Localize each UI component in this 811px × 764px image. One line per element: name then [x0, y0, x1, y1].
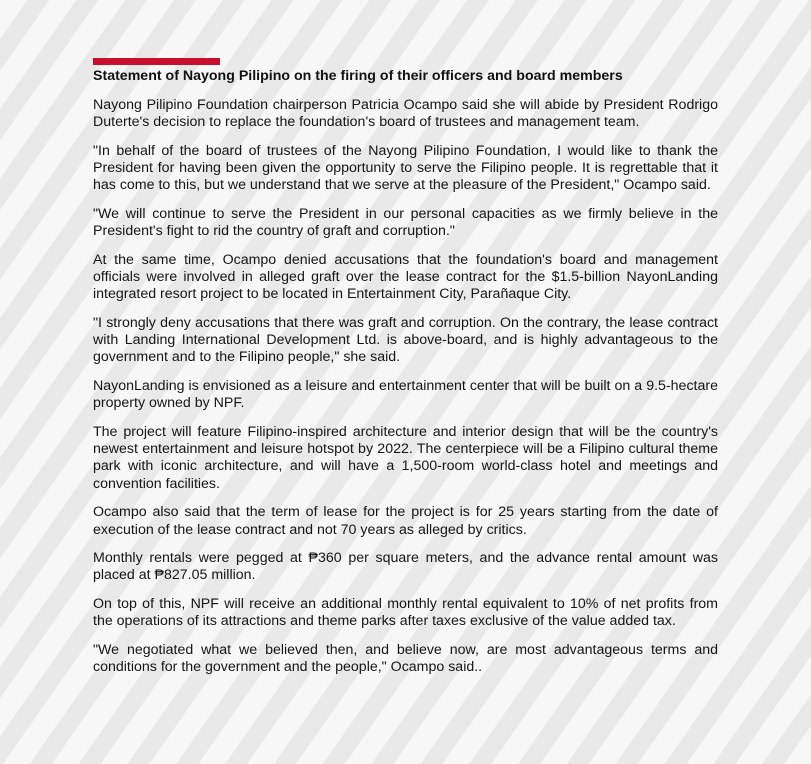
paragraph-8: Ocampo also said that the term of lease for the project is for 25 years starting from the date of execution of the lease contract and not 70 years as alleged by critics. — [93, 504, 718, 538]
paragraph-4: At the same time, Ocampo denied accusations that the foundation's board and management officials were involved in alleged graft over the lease contract for the $1.5-billion NayonLanding integrated resort project to be located in Entertainment City, Parañaque City. — [93, 251, 718, 303]
paragraph-9: Monthly rentals were pegged at ₱360 per square meters, and the advance rental amount was placed at ₱827.05 million. — [93, 550, 718, 584]
paragraph-3: "We will continue to serve the President in our personal capacities as we firmly believe in the President's fight to rid the country of graft and corruption." — [93, 206, 718, 240]
paragraph-7: The project will feature Filipino-inspired architecture and interior design that will be the country's newest entertainment and leisure hotspot by 2022. The centerpiece will be a Filipino cultural theme park with iconic architecture, and will have a 1,500-room world-class hotel and meetings and convention facilities. — [93, 424, 718, 492]
headline-accent-bar — [93, 58, 220, 65]
paragraph-10: On top of this, NPF will receive an additional monthly rental equivalent to 10% of net profits from the operations of its attractions and theme parks after taxes exclusive of the value added tax. — [93, 596, 718, 630]
paragraph-5: "I strongly deny accusations that there was graft and corruption. On the contrary, the lease contract with Landing International Development Ltd. is above-board, and is highly advantageous to the government and to the Filipino people," she said. — [93, 315, 718, 366]
paragraph-6: NayonLanding is envisioned as a leisure and entertainment center that will be built on a 9.5-hectare property owned by NPF. — [93, 378, 718, 412]
paragraph-11: "We negotiated what we believed then, and believe now, are most advantageous terms and conditions for the government and the people," Ocampo said.. — [93, 642, 718, 676]
statement-body — [93, 97, 718, 688]
paragraph-1: Nayong Pilipino Foundation chairperson Patricia Ocampo said she will abide by President Rodrigo Duterte's decision to replace the foundation's board of trustees and management team. — [93, 97, 718, 131]
paragraph-2: "In behalf of the board of trustees of the Nayong Pilipino Foundation, I would like to thank the President for having been given the opportunity to serve the Filipino people. It is regrettable that it has come to this, but we understand that we serve at the pleasure of the President," Ocampo said. — [93, 142, 718, 194]
statement-headline: Statement of Nayong Pilipino on the firing of their officers and board members — [93, 68, 623, 84]
